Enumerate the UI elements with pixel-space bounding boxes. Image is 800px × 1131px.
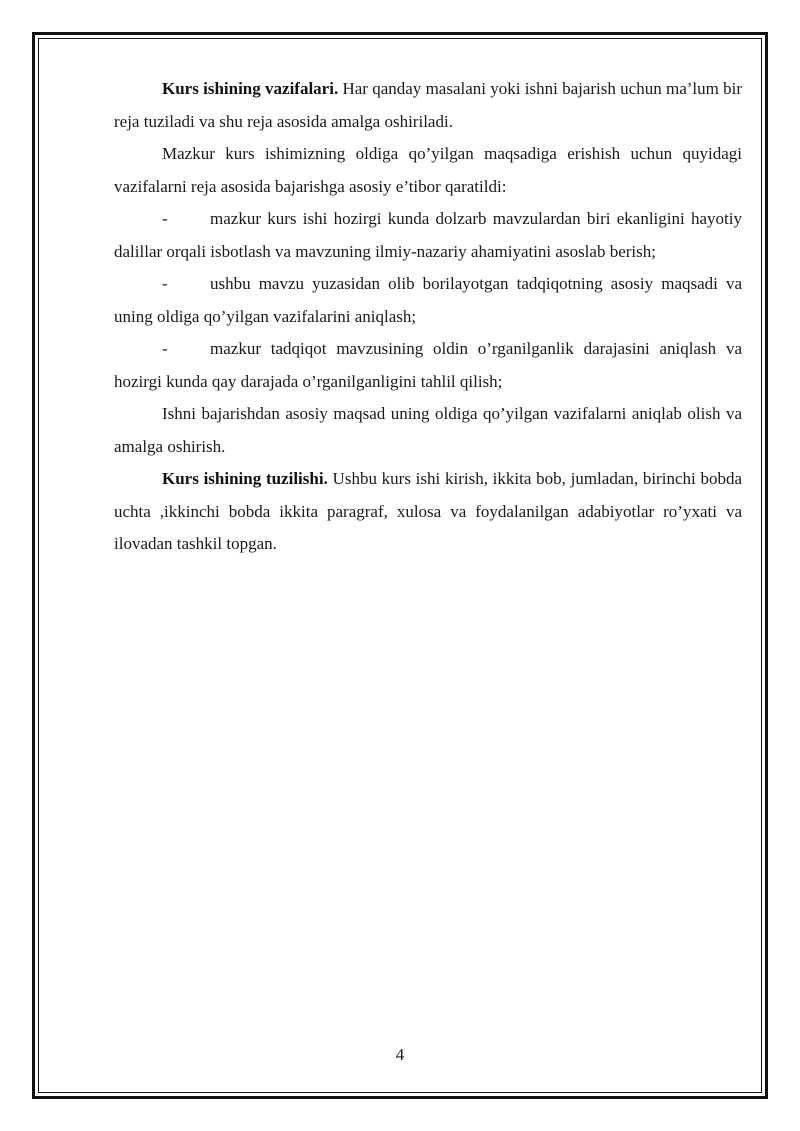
paragraph-text: Ushbu kurs ishi kirish, ikkita bob, jumladan, birinchi bobda uchta ,ikkinchi bobda ikkita paragraf, xulosa va foydalanilgan adabiyotlar ro’yxati va ilovadan tashkil topgan.	[114, 469, 742, 553]
list-item-text: mazkur kurs ishi hozirgi kunda dolzarb mavzulardan biri ekanligini hayotiy dalillar orqali isbotlash va mavzuning ilmiy-nazariy ahamiyatini asoslab berish;	[114, 209, 742, 261]
document-body	[114, 73, 742, 561]
list-item	[114, 333, 742, 398]
paragraph-intro	[114, 138, 742, 203]
list-marker: -	[162, 339, 168, 358]
list-marker: -	[162, 209, 168, 228]
paragraph-text: Ishni bajarishdan asosiy maqsad uning oldiga qo’yilgan vazifalarni aniqlab olish va amalga oshirish.	[114, 404, 742, 456]
heading-structure: Kurs ishining tuzilishi.	[162, 469, 328, 488]
list-item	[114, 268, 742, 333]
list-marker: -	[162, 274, 168, 293]
paragraph-tasks	[114, 73, 742, 138]
heading-tasks: Kurs ishining vazifalari.	[162, 79, 339, 98]
paragraph-structure	[114, 463, 742, 561]
list-item-text: mazkur tadqiqot mavzusining oldin o’rganilganlik darajasini aniqlash va hozirgi kunda qay darajada o’rganilganligini tahlil qilish;	[114, 339, 742, 391]
page-number: 4	[395, 1045, 405, 1064]
paragraph-text: Mazkur kurs ishimizning oldiga qo’yilgan maqsadiga erishish uchun quyidagi vazifalarni reja asosida bajarishga asosiy e’tibor qaratildi:	[114, 144, 742, 196]
paragraph-text: Har qanday masalani yoki ishni bajarish uchun ma’lum bir reja tuziladi va shu reja asosida amalga oshiriladi.	[114, 79, 742, 131]
paragraph-goal	[114, 398, 742, 463]
list-item	[114, 203, 742, 268]
list-item-text: ushbu mavzu yuzasidan olib borilayotgan tadqiqotning asosiy maqsadi va uning oldiga qo’yilgan vazifalarini aniqlash;	[114, 274, 742, 326]
